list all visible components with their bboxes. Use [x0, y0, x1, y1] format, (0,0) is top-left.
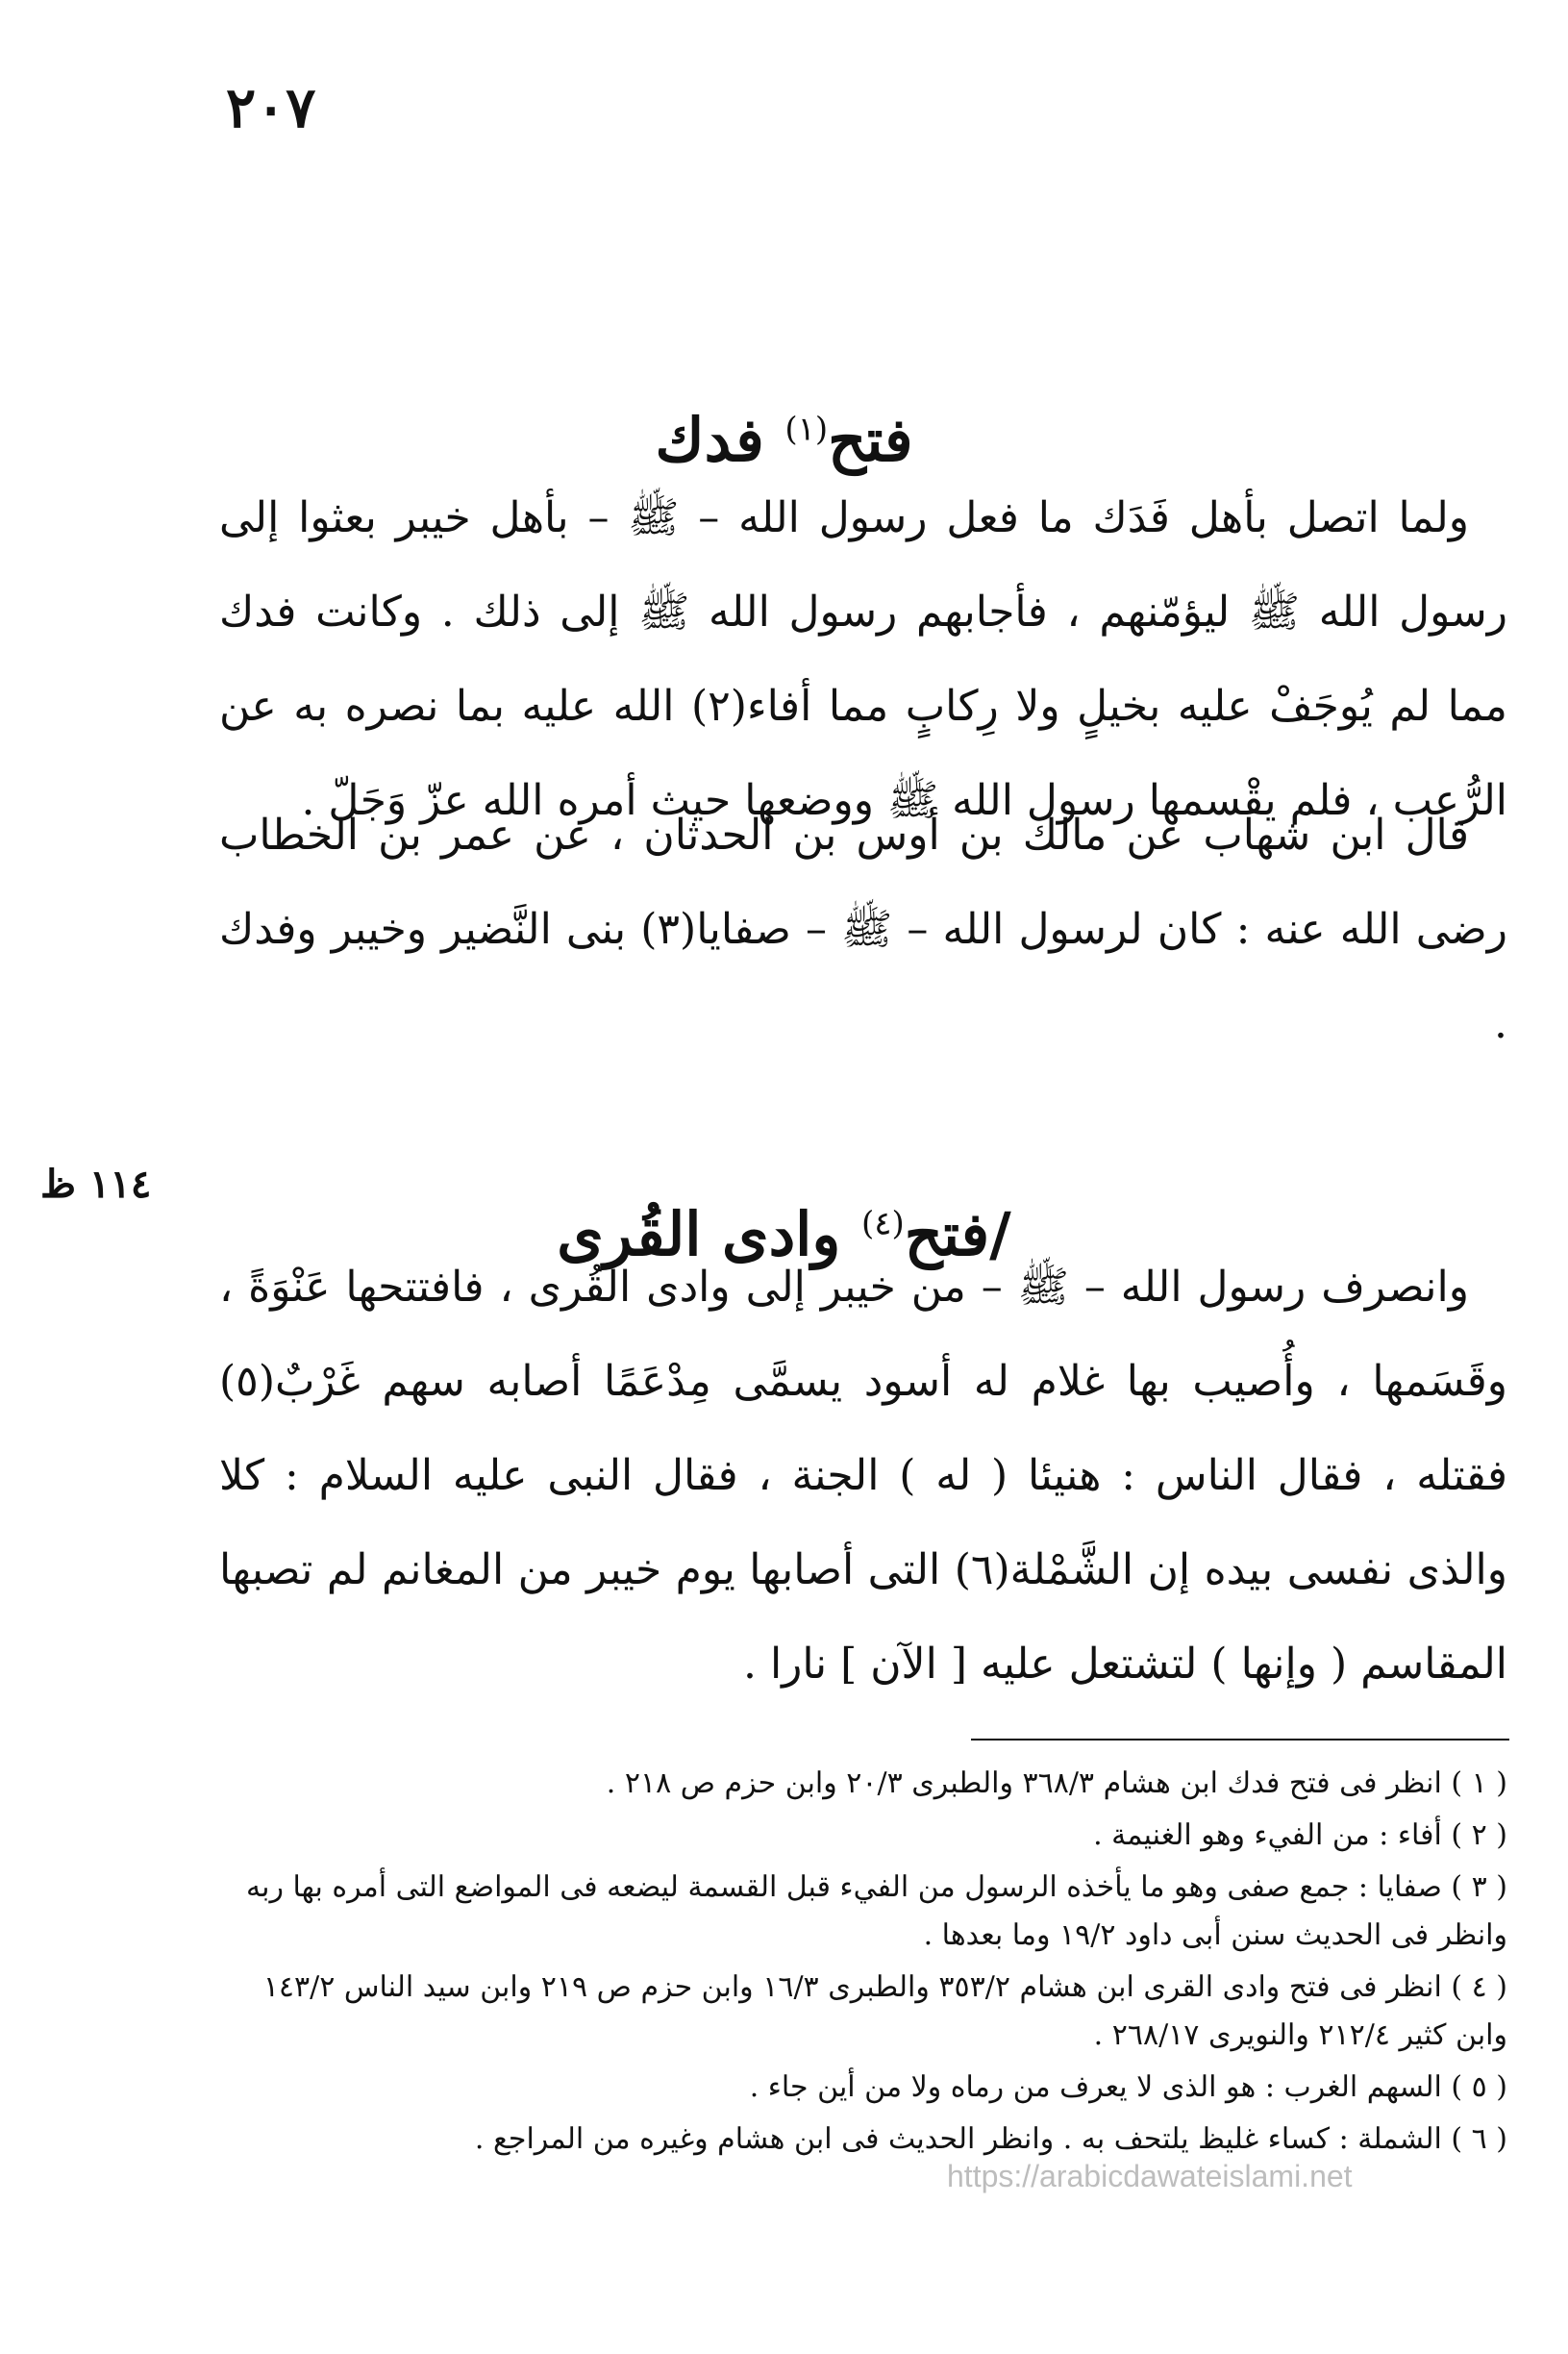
- footnote: ( ٢ ) أفاء : من الفيء وهو الغنيمة .: [1093, 1818, 1507, 1852]
- footnote: ( ١ ) انظر فى فتح فدك ابن هشام ٣٦٨/٣ والطبرى ٢٠/٣ وابن حزم ص ٢١٨ .: [606, 1766, 1507, 1800]
- footnote-ref: (١): [784, 410, 829, 449]
- footnote: ( ٣ ) صفايا : جمع صفى وهو ما يأخذه الرسول من الفيء قبل القسمة ليضعه فى المواضع التى أمره بها ربه وانظر فى الحديث سنن أبى داود ١٩/٢ وما بعدها .: [246, 1870, 1507, 1952]
- section-title-name: فدك: [655, 405, 764, 476]
- footnote: ( ٤ ) انظر فى فتح وادى القرى ابن هشام ٣٥٣/٢ والطبرى ١٦/٣ وابن حزم ص ٢١٩ وابن سيد الناس ١٤٣/٢ وابن كثير ٢١٢/٤ والنويرى ٢٦٨/١٧ .: [262, 1970, 1507, 2052]
- body-paragraph: قال ابن شهاب عن مالك بن أوس بن الحدثان ، عن عمر بن الخطاب رضى الله عنه : كان لرسول الله – ﷺ – صفايا(٣) بنى النَّضير وخيبر وفدك .: [219, 811, 1507, 1048]
- watermark-url: https://arabicdawateislami.net: [947, 2159, 1353, 2193]
- page-number: ٢٠٧: [226, 75, 316, 140]
- body-paragraph: وانصرف رسول الله – ﷺ – من خيبر إلى وادى القُرى ، فافتتحها عَنْوَةً ، وقَسَمها ، وأُصيب بها غلام له أسود يسمَّى مِدْعَمًا أصابه سهم غَرْبٌ(٥) فقتله ، فقال الناس : هنيئا ( له ) الجنة ، فقال النبى عليه السلام : كلا والذى نفسى بيده إن الشَّمْلة(٦) التى أصابها يوم خيبر من المغانم لم تصبها المقاسم ( وإنها ) لتشتعل عليه [ الآن ] نارا .: [219, 1263, 1508, 1689]
- footnote-divider: [971, 1739, 1509, 1740]
- section-title-word: /فتح: [904, 1199, 1011, 1270]
- footnotes-list: [219, 1760, 1507, 2167]
- section-title-name: وادى القُرى: [557, 1199, 841, 1270]
- section-title-fadak: [0, 405, 1568, 475]
- margin-note: ١١٤ ظ: [40, 1162, 152, 1207]
- footnote: ( ٦ ) الشملة : كساء غليظ يلتحف به . وانظر الحديث فى ابن هشام وغيره من المراجع .: [474, 2122, 1507, 2156]
- body-paragraph: ولما اتصل بأهل فَدَك ما فعل رسول الله – ﷺ – بأهل خيبر بعثوا إلى رسول الله ﷺ ليؤمّنهم ، فأجابهم رسول الله ﷺ إلى ذلك . وكانت فدك مما لم يُوجَفْ عليه بخيلٍ ولا رِكابٍ مما أفاء(٢) الله عليه بما نصره به عن الرُّعب ، فلم يقْسمها رسول الله ﷺ ووضعها حيث أمره الله عزّ وَجَلّ .: [219, 493, 1507, 825]
- footnote: ( ٥ ) السهم الغرب : هو الذى لا يعرف من رماه ولا من أين جاء .: [749, 2070, 1507, 2104]
- section-title-word: فتح: [828, 405, 913, 476]
- footnote-ref: (٤): [860, 1204, 905, 1243]
